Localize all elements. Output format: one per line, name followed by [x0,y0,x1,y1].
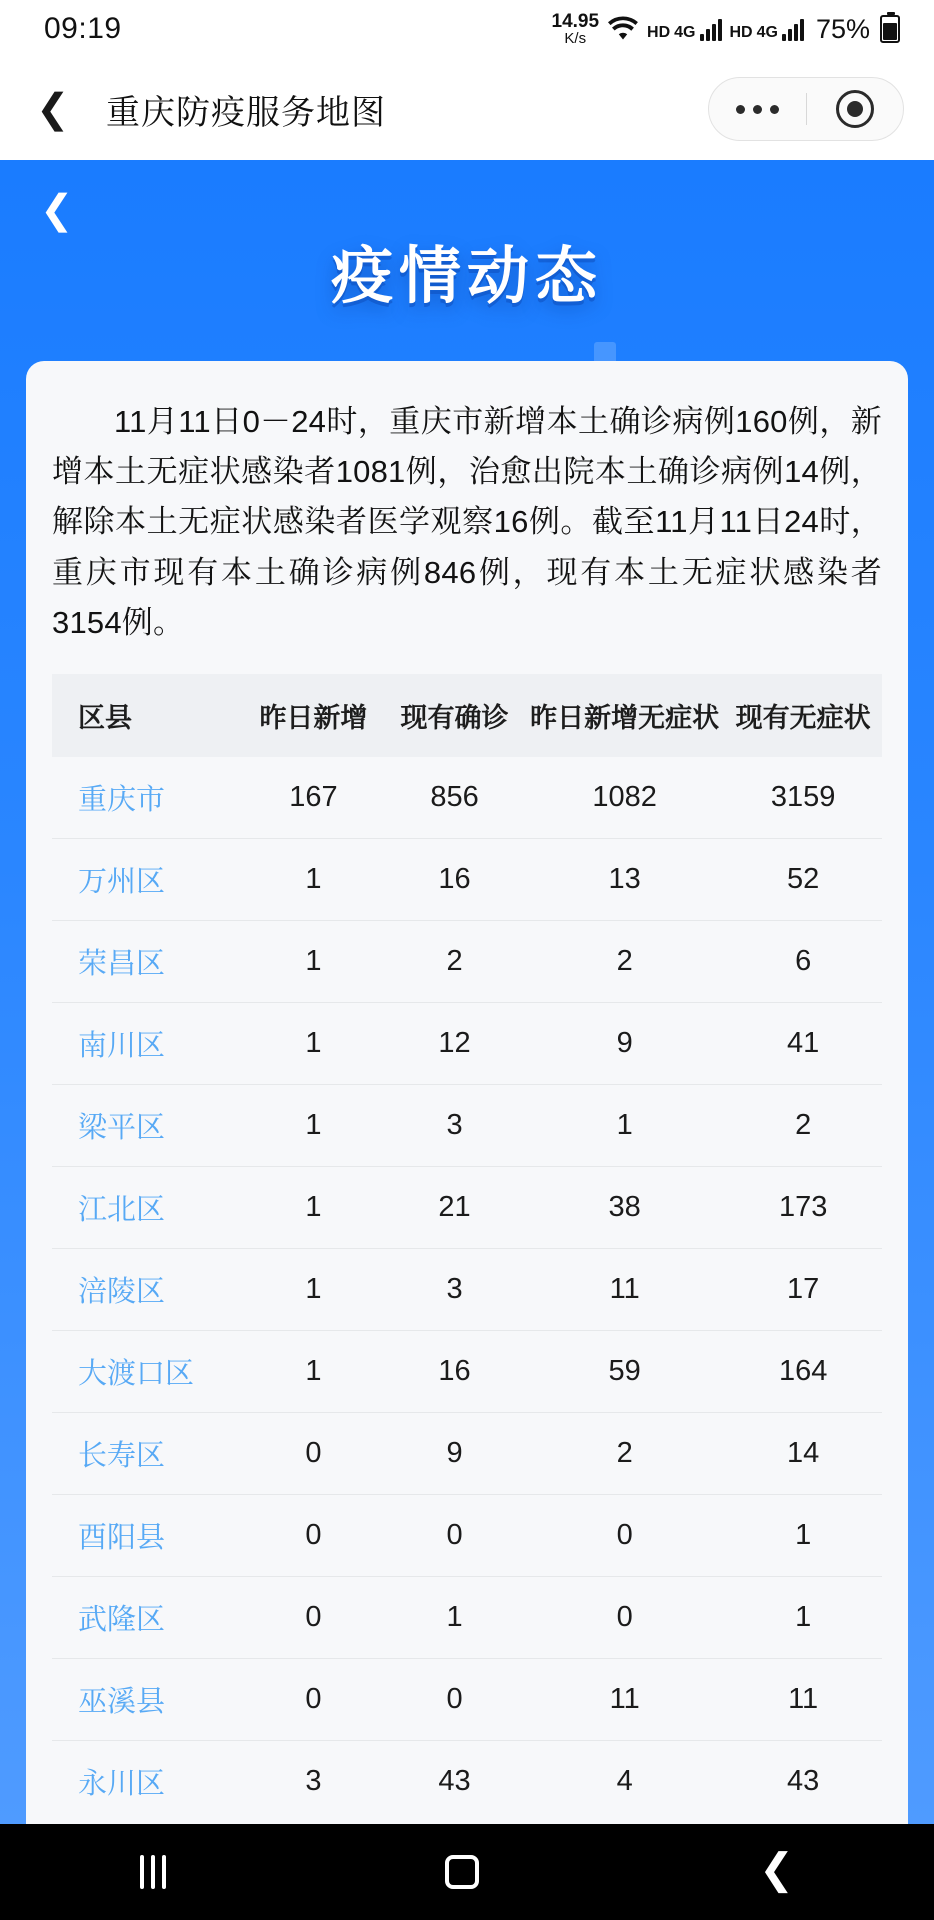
table-cell: 1 [243,1085,384,1167]
table-cell: 38 [525,1167,724,1249]
table-cell: 856 [384,757,525,839]
banner-back-icon[interactable]: ❮ [40,188,74,232]
table-cell: 0 [243,1577,384,1659]
target-icon[interactable] [807,78,904,140]
table-cell: 9 [525,1003,724,1085]
signal-group-2 [730,17,804,41]
table-row[interactable] [52,1413,882,1495]
table-cell: 2 [384,921,525,1003]
table-cell: 16 [384,839,525,921]
table-row[interactable] [52,1249,882,1331]
table-cell: 0 [243,1659,384,1741]
more-dots-icon[interactable] [709,78,806,140]
table-cell: 16 [384,1331,525,1413]
table-cell: 9 [384,1413,525,1495]
table-row[interactable] [52,1741,882,1823]
table-cell: 0 [384,1495,525,1577]
table-header-cell: 昨日新增无症状 [525,674,724,757]
page-title: 重庆防疫服务地图 [106,93,386,132]
table-cell: 1 [525,1085,724,1167]
table-header-row [52,674,882,757]
table-cell: 1 [384,1577,525,1659]
content-area [0,160,934,1824]
table-cell: 2 [525,1413,724,1495]
table-body [52,757,882,1822]
table-row[interactable] [52,921,882,1003]
table-header-cell: 现有确诊 [384,674,525,757]
table-cell: 173 [724,1167,882,1249]
table-cell: 13 [525,839,724,921]
region-link[interactable]: 涪陵区 [52,1249,243,1331]
table-cell: 14 [724,1413,882,1495]
region-link[interactable]: 万州区 [52,839,243,921]
region-link[interactable]: 江北区 [52,1167,243,1249]
table-cell: 1 [724,1577,882,1659]
table-cell: 11 [525,1659,724,1741]
region-link[interactable]: 荣昌区 [52,921,243,1003]
app-navbar [0,58,934,160]
table-header-cell: 昨日新增 [243,674,384,757]
region-link[interactable]: 长寿区 [52,1413,243,1495]
table-cell: 1 [243,839,384,921]
wifi-icon [607,16,639,42]
miniprogram-capsule [708,77,904,141]
signal-bars-2 [782,17,804,41]
4g-tag-2: 4G [756,24,778,41]
table-cell: 21 [384,1167,525,1249]
table-row[interactable] [52,1085,882,1167]
table-cell: 12 [384,1003,525,1085]
table-cell: 0 [243,1495,384,1577]
table-row[interactable] [52,1659,882,1741]
region-link[interactable]: 梁平区 [52,1085,243,1167]
region-link[interactable]: 重庆市 [52,757,243,839]
battery-icon [880,15,900,43]
table-cell: 2 [724,1085,882,1167]
table-row[interactable] [52,839,882,921]
region-link[interactable]: 巫溪县 [52,1659,243,1741]
status-bar [0,0,934,58]
region-link[interactable]: 武隆区 [52,1577,243,1659]
table-cell: 1 [243,1003,384,1085]
network-speed-unit: K/s [564,30,587,47]
table-row[interactable] [52,1577,882,1659]
table-cell: 3 [305,1765,322,1798]
banner-title: 疫情动态 [330,239,603,312]
table-cell: 17 [724,1249,882,1331]
table-row[interactable] [52,757,882,839]
table-cell: 11 [525,1249,724,1331]
network-speed-value: 14.95 [551,11,600,32]
table-cell: 41 [724,1003,882,1085]
recents-icon[interactable] [140,1855,166,1889]
status-clock: 09:19 [44,12,122,45]
hd-tag-2: HD [729,24,753,41]
table-cell: 1 [243,1249,384,1331]
battery-percent: 75% [815,13,870,44]
region-link[interactable]: 南川区 [52,1003,243,1085]
system-navigation-bar [0,1824,934,1920]
back-icon[interactable]: ❮ [758,1845,795,1892]
table-cell: 1 [243,1331,384,1413]
signal-bars-1 [700,17,722,41]
table-cell: 6 [724,921,882,1003]
table-cell: 1 [724,1495,882,1577]
epidemic-table [52,674,882,1822]
table-cell: 43 [787,1765,820,1798]
table-cell: 52 [724,839,882,921]
hd-tag-1: HD [647,24,671,41]
table-header-cell: 现有无症状 [724,674,882,757]
region-link[interactable]: 永川区 [78,1768,166,1801]
table-cell: 0 [525,1495,724,1577]
table-row[interactable] [52,1167,882,1249]
table-cell: 0 [525,1577,724,1659]
epidemic-card [26,361,908,1824]
table-cell: 3 [384,1085,525,1167]
table-cell: 0 [384,1659,525,1741]
table-cell: 59 [525,1331,724,1413]
table-cell: 1 [243,921,384,1003]
table-cell: 1 [243,1167,384,1249]
table-cell: 1082 [525,757,724,839]
table-cell: 0 [243,1413,384,1495]
table-cell: 4 [616,1765,633,1798]
status-icons [552,12,901,46]
table-row[interactable] [52,1495,882,1577]
table-header-cell: 区县 [52,674,243,757]
signal-group-1 [647,17,721,41]
table-cell: 3 [384,1249,525,1331]
region-link[interactable]: 酉阳县 [52,1495,243,1577]
table-cell: 164 [724,1331,882,1413]
table-cell: 11 [724,1659,882,1741]
chevron-left-icon[interactable]: ❮ [36,87,70,131]
summary-text: 11月11日0－24时，重庆市新增本土确诊病例160例，新增本土无症状感染者1081例，治愈出院本土确诊病例14例，解除本土无症状感染者医学观察16例。截至11月11日24时，重庆市现有本土确诊病例846例，现有本土无症状感染者3154例。 [52,404,882,640]
table-row[interactable] [52,1331,882,1413]
home-icon[interactable] [445,1855,479,1889]
region-link[interactable]: 大渡口区 [52,1331,243,1413]
table-cell: 167 [243,757,384,839]
table-cell: 3159 [724,757,882,839]
table-cell: 2 [525,921,724,1003]
4g-tag-1: 4G [674,24,696,41]
table-cell: 43 [438,1765,471,1798]
table-row[interactable] [52,1003,882,1085]
network-speed [552,12,600,46]
